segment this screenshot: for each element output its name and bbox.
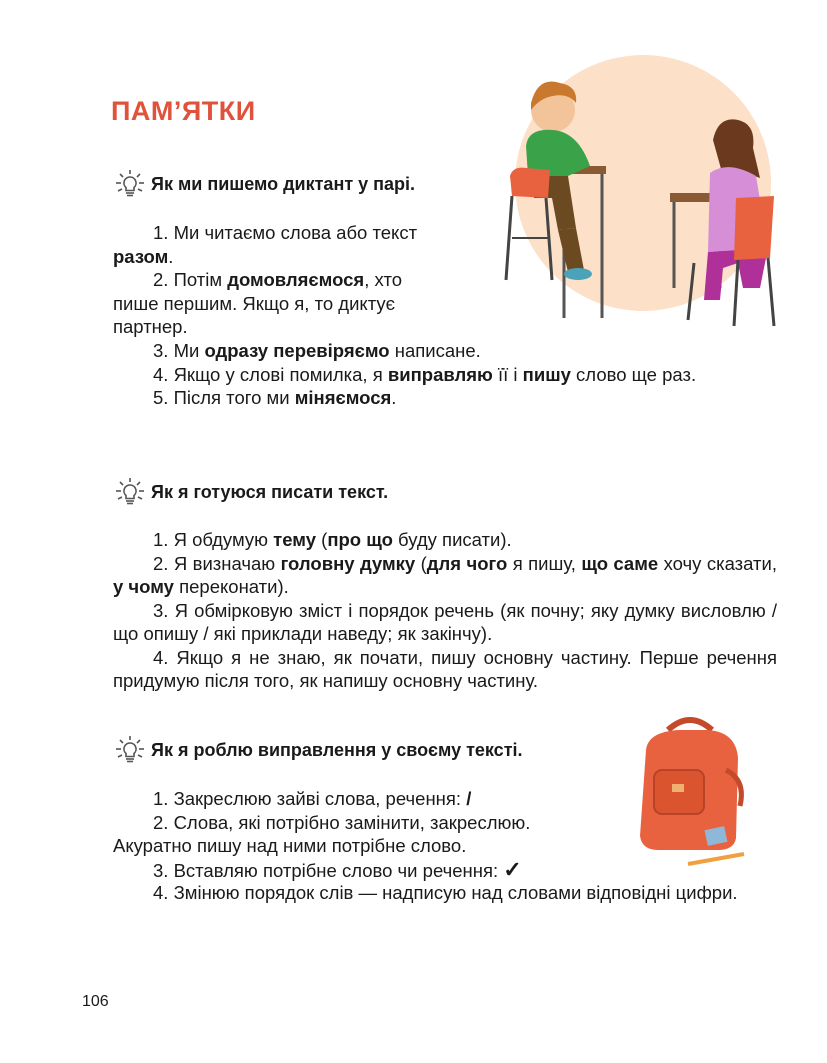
section-body-wide	[113, 339, 777, 410]
list-item: 4. Якщо я не знаю, як почати, пишу основну частину. Перше речення придумую після того, як напишу основну частину.	[113, 646, 777, 691]
backpack-illustration	[628, 710, 758, 870]
section-heading-text: Як я роблю виправлення у своєму тексті.	[151, 740, 523, 760]
section-body	[113, 528, 777, 693]
section-body	[113, 787, 613, 882]
page-title: ПАМ’ЯТКИ	[111, 96, 256, 126]
section-body	[113, 221, 443, 339]
section-body-wide	[113, 881, 777, 905]
list-item: 2. Слова, які потрібно замінити, закреслюю. Акуратно пишу над ними потрібне слово.	[113, 811, 531, 856]
list-item: 4. Якщо у слові помилка, я виправляю її і пишу слово ще раз.	[153, 363, 697, 385]
lightbulb-icon	[113, 735, 147, 765]
lightbulb-icon	[113, 169, 147, 199]
list-item: 5. Після того ми міняємося.	[153, 387, 397, 408]
list-item: 2. Потім домовляємося, хто пише першим. Якщо я, то диктує партнер.	[113, 269, 403, 337]
list-item: 3. Вставляю потрібне слово чи речення: ✓	[153, 856, 522, 882]
section-heading-text: Як ми пишемо диктант у парі.	[151, 174, 416, 194]
list-item: 3. Ми одразу перевіряємо написане.	[153, 340, 481, 361]
page-number: 106	[82, 993, 109, 1010]
list-item: 4. Змінюю порядок слів — надписую над словами відповідні цифри.	[153, 882, 738, 903]
kids-at-desks-illustration	[498, 48, 810, 338]
list-item: 3. Я обмірковую зміст і порядок речень (як почну; яку думку висловлю / що опишу / які приклади наведу; як закінчу).	[113, 599, 777, 644]
slash-mark: /	[466, 788, 472, 809]
lightbulb-icon	[113, 477, 147, 507]
list-item: 1. Я обдумую тему (про що буду писати).	[153, 529, 512, 550]
section-heading-text: Як я готуюся писати текст.	[151, 482, 389, 502]
list-item: 1. Закреслюю зайві слова, речення: /	[153, 788, 472, 809]
list-item: 2. Я визначаю головну думку (для чого я пишу, що саме хочу сказати, у чому переконати).	[113, 552, 777, 597]
checkmark-icon: ✓	[503, 856, 522, 882]
list-item: 1. Ми читаємо слова або текст разом.	[113, 222, 418, 267]
